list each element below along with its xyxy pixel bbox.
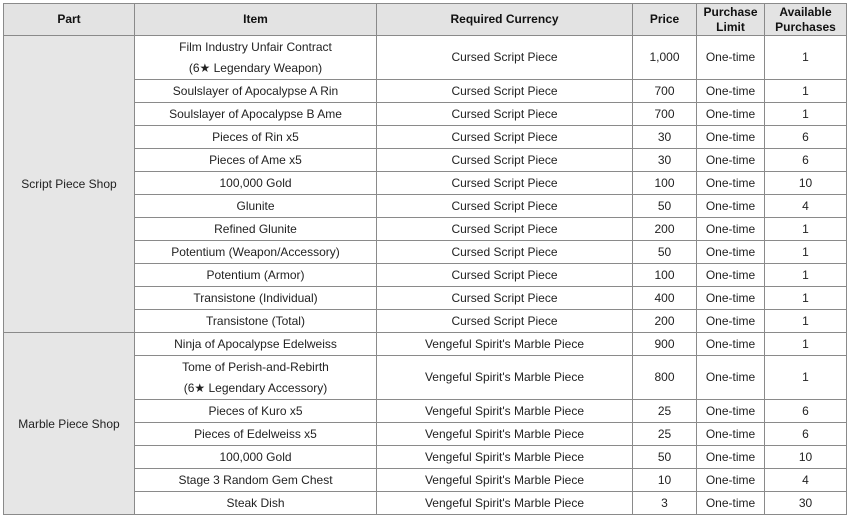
currency-cell: Cursed Script Piece <box>377 80 633 103</box>
purchase-limit-cell: One-time <box>697 400 765 423</box>
available-purchases-cell: 1 <box>765 287 847 310</box>
item-cell <box>135 400 377 423</box>
header-available-purchases <box>765 4 847 36</box>
item-cell <box>135 195 377 218</box>
item-name: Pieces of Kuro x5 <box>208 404 303 418</box>
currency-cell: Cursed Script Piece <box>377 149 633 172</box>
currency-cell: Cursed Script Piece <box>377 264 633 287</box>
available-purchases-cell: 6 <box>765 423 847 446</box>
available-purchases-cell: 1 <box>765 310 847 333</box>
currency-cell: Vengeful Spirit's Marble Piece <box>377 469 633 492</box>
price-cell: 400 <box>633 287 697 310</box>
item-subtitle: (6★ Legendary Accessory) <box>183 380 328 395</box>
table-row <box>4 333 847 356</box>
item-name: Tome of Perish-and-Rebirth <box>182 359 329 374</box>
item-cell <box>135 264 377 287</box>
item-name: Pieces of Ame x5 <box>209 153 302 167</box>
item-name: Potentium (Armor) <box>206 268 305 282</box>
available-purchases-cell: 1 <box>765 264 847 287</box>
purchase-limit-cell: One-time <box>697 126 765 149</box>
available-purchases-cell: 1 <box>765 218 847 241</box>
item-cell <box>135 241 377 264</box>
item-name: Pieces of Edelweiss x5 <box>194 427 317 441</box>
item-name: 100,000 Gold <box>219 176 292 190</box>
currency-cell: Vengeful Spirit's Marble Piece <box>377 356 633 400</box>
header-avail-line1: Available <box>779 4 832 19</box>
currency-cell: Cursed Script Piece <box>377 172 633 195</box>
purchase-limit-cell: One-time <box>697 356 765 400</box>
available-purchases-cell: 6 <box>765 126 847 149</box>
item-subtitle: (6★ Legendary Weapon) <box>188 60 323 75</box>
header-price: Price <box>633 4 697 36</box>
purchase-limit-cell: One-time <box>697 103 765 126</box>
currency-cell: Vengeful Spirit's Marble Piece <box>377 446 633 469</box>
item-cell <box>135 126 377 149</box>
available-purchases-cell: 6 <box>765 400 847 423</box>
currency-cell: Cursed Script Piece <box>377 195 633 218</box>
currency-cell: Cursed Script Piece <box>377 241 633 264</box>
item-name: Transistone (Total) <box>206 314 305 328</box>
part-cell: Script Piece Shop <box>4 36 135 333</box>
shop-table <box>3 3 847 515</box>
purchase-limit-cell: One-time <box>697 310 765 333</box>
available-purchases-cell: 30 <box>765 492 847 515</box>
item-name: Potentium (Weapon/Accessory) <box>171 245 340 259</box>
price-cell: 50 <box>633 446 697 469</box>
purchase-limit-cell: One-time <box>697 333 765 356</box>
header-limit-line1: Purchase <box>703 4 758 19</box>
item-cell <box>135 36 377 80</box>
purchase-limit-cell: One-time <box>697 172 765 195</box>
price-cell: 100 <box>633 264 697 287</box>
item-cell <box>135 469 377 492</box>
available-purchases-cell: 1 <box>765 333 847 356</box>
price-cell: 700 <box>633 80 697 103</box>
currency-cell: Cursed Script Piece <box>377 310 633 333</box>
header-row <box>4 4 847 36</box>
item-name: Glunite <box>236 199 275 213</box>
item-cell <box>135 149 377 172</box>
available-purchases-cell: 10 <box>765 172 847 195</box>
table-row <box>4 36 847 80</box>
item-cell <box>135 446 377 469</box>
header-avail-line2: Purchases <box>775 19 836 34</box>
available-purchases-cell: 6 <box>765 149 847 172</box>
currency-cell: Cursed Script Piece <box>377 126 633 149</box>
currency-cell: Vengeful Spirit's Marble Piece <box>377 492 633 515</box>
price-cell: 50 <box>633 241 697 264</box>
header-limit-line2: Limit <box>716 19 745 34</box>
item-name: Ninja of Apocalypse Edelweiss <box>174 337 337 351</box>
price-cell: 25 <box>633 423 697 446</box>
item-name: Transistone (Individual) <box>193 291 318 305</box>
header-part: Part <box>4 4 135 36</box>
item-name: 100,000 Gold <box>219 450 292 464</box>
price-cell: 900 <box>633 333 697 356</box>
price-cell: 50 <box>633 195 697 218</box>
available-purchases-cell: 1 <box>765 80 847 103</box>
table-body <box>4 36 847 515</box>
item-name: Refined Glunite <box>214 222 297 236</box>
currency-cell: Vengeful Spirit's Marble Piece <box>377 423 633 446</box>
purchase-limit-cell: One-time <box>697 287 765 310</box>
price-cell: 10 <box>633 469 697 492</box>
item-cell <box>135 172 377 195</box>
price-cell: 800 <box>633 356 697 400</box>
purchase-limit-cell: One-time <box>697 241 765 264</box>
price-cell: 100 <box>633 172 697 195</box>
item-name: Film Industry Unfair Contract <box>179 39 332 54</box>
purchase-limit-cell: One-time <box>697 195 765 218</box>
available-purchases-cell: 4 <box>765 469 847 492</box>
currency-cell: Vengeful Spirit's Marble Piece <box>377 333 633 356</box>
purchase-limit-cell: One-time <box>697 264 765 287</box>
purchase-limit-cell: One-time <box>697 469 765 492</box>
available-purchases-cell: 10 <box>765 446 847 469</box>
item-cell <box>135 103 377 126</box>
available-purchases-cell: 1 <box>765 36 847 80</box>
item-cell <box>135 310 377 333</box>
item-cell <box>135 423 377 446</box>
item-name: Soulslayer of Apocalypse A Rin <box>172 84 339 98</box>
available-purchases-cell: 1 <box>765 241 847 264</box>
part-cell: Marble Piece Shop <box>4 333 135 515</box>
available-purchases-cell: 4 <box>765 195 847 218</box>
currency-cell: Cursed Script Piece <box>377 103 633 126</box>
currency-cell: Cursed Script Piece <box>377 218 633 241</box>
header-purchase-limit <box>697 4 765 36</box>
purchase-limit-cell: One-time <box>697 218 765 241</box>
purchase-limit-cell: One-time <box>697 36 765 80</box>
price-cell: 200 <box>633 218 697 241</box>
item-cell <box>135 492 377 515</box>
currency-cell: Cursed Script Piece <box>377 36 633 80</box>
currency-cell: Vengeful Spirit's Marble Piece <box>377 400 633 423</box>
price-cell: 30 <box>633 126 697 149</box>
item-name: Steak Dish <box>226 496 285 510</box>
available-purchases-cell: 1 <box>765 103 847 126</box>
price-cell: 1,000 <box>633 36 697 80</box>
header-currency: Required Currency <box>377 4 633 36</box>
item-name: Stage 3 Random Gem Chest <box>178 473 333 487</box>
price-cell: 25 <box>633 400 697 423</box>
header-item: Item <box>135 4 377 36</box>
price-cell: 200 <box>633 310 697 333</box>
item-cell <box>135 356 377 400</box>
price-cell: 3 <box>633 492 697 515</box>
price-cell: 30 <box>633 149 697 172</box>
purchase-limit-cell: One-time <box>697 446 765 469</box>
purchase-limit-cell: One-time <box>697 492 765 515</box>
item-cell <box>135 218 377 241</box>
price-cell: 700 <box>633 103 697 126</box>
currency-cell: Cursed Script Piece <box>377 287 633 310</box>
item-cell <box>135 287 377 310</box>
purchase-limit-cell: One-time <box>697 80 765 103</box>
purchase-limit-cell: One-time <box>697 423 765 446</box>
item-name: Pieces of Rin x5 <box>212 130 299 144</box>
available-purchases-cell: 1 <box>765 356 847 400</box>
item-name: Soulslayer of Apocalypse B Ame <box>169 107 342 121</box>
purchase-limit-cell: One-time <box>697 149 765 172</box>
item-cell <box>135 80 377 103</box>
item-cell <box>135 333 377 356</box>
